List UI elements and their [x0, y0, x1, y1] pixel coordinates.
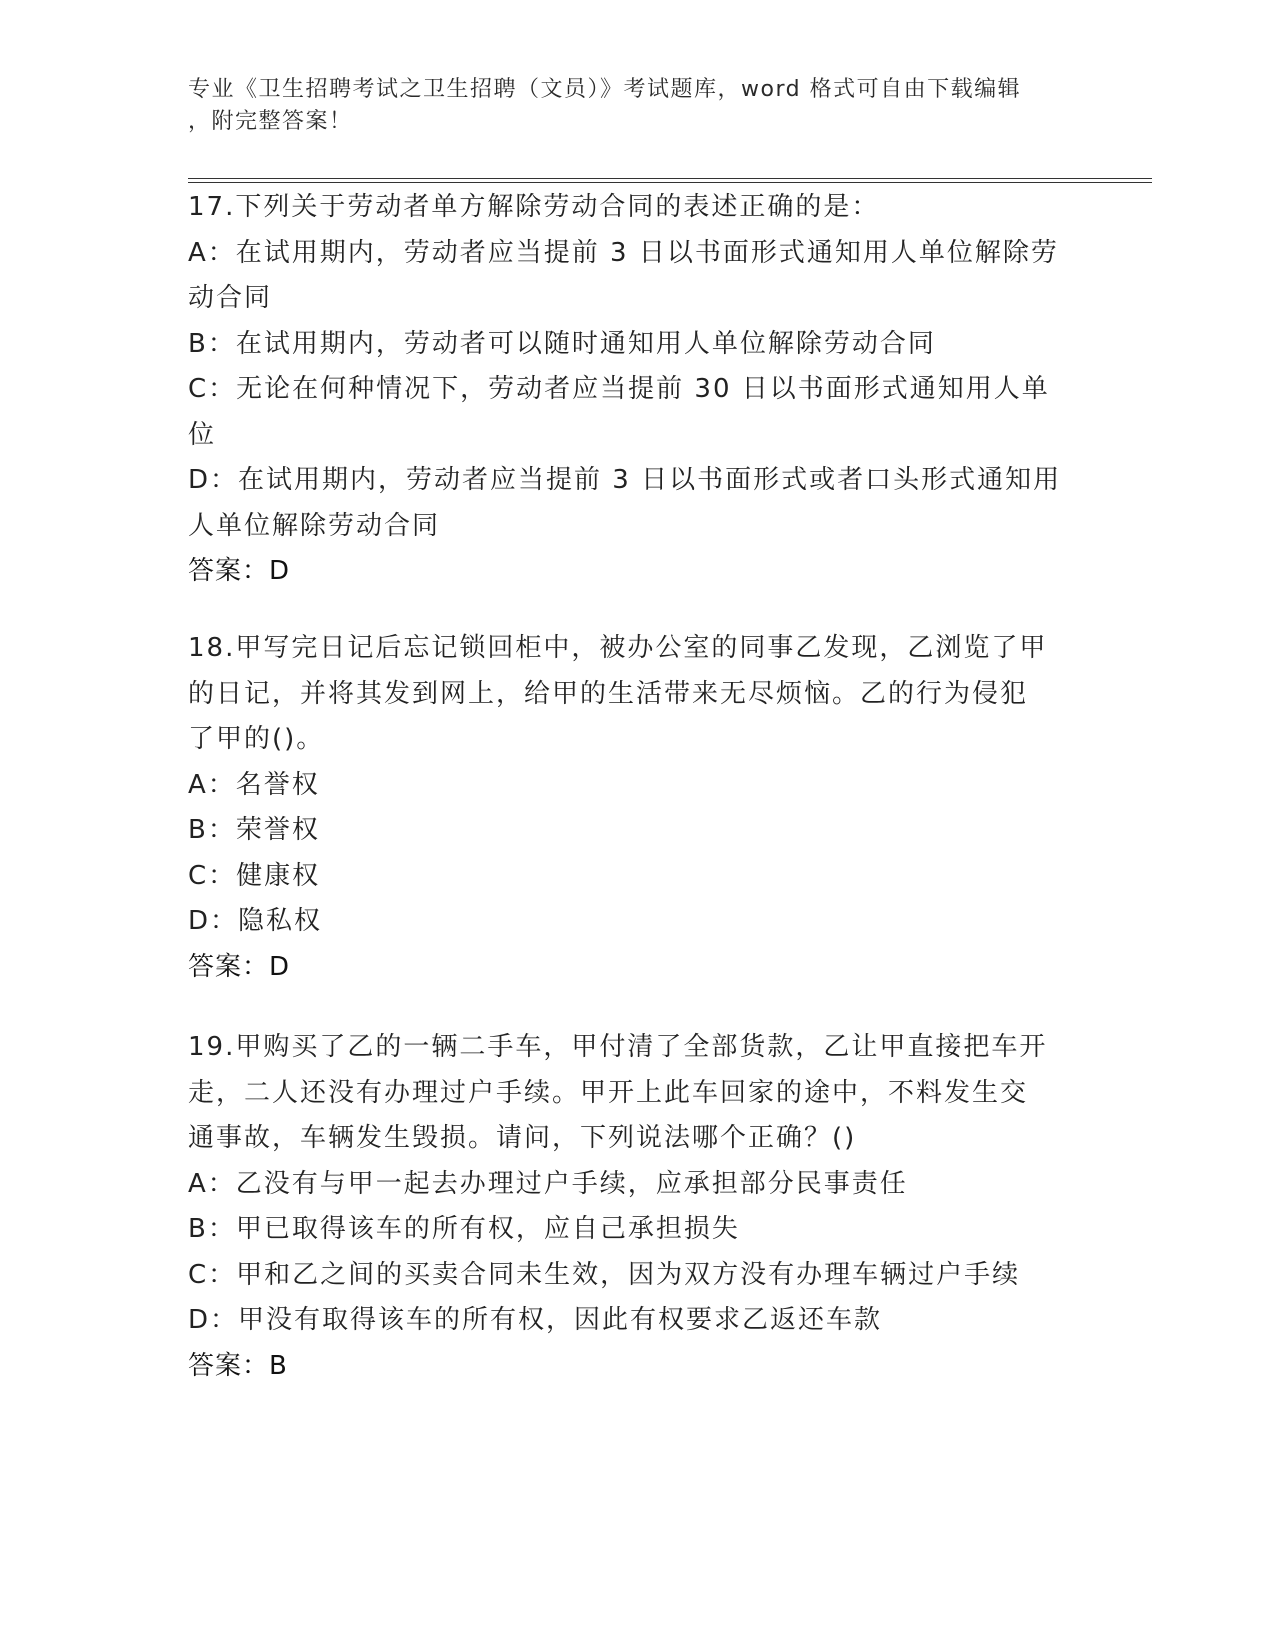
header-divider: [188, 178, 1152, 183]
question-19-option-a: A：乙没有与甲一起去办理过户手续，应承担部分民事责任: [188, 1168, 908, 1199]
question-19-option-c: C：甲和乙之间的买卖合同未生效，因为双方没有办理车辆过户手续: [188, 1259, 1021, 1290]
header-line-2: ，附完整答案！: [188, 109, 353, 134]
question-17-option-c-line-1: C：无论在何种情况下，劳动者应当提前 30 日以书面形式通知用人单: [188, 374, 1050, 404]
question-19-answer: 答案：B: [188, 1350, 288, 1381]
question-19-stem-line-3: 通事故，车辆发生毁损。请问，下列说法哪个正确？(): [188, 1123, 857, 1153]
question-17-stem-line-1: 17.下列关于劳动者单方解除劳动合同的表述正确的是：: [188, 192, 880, 222]
question-19: [188, 1025, 1088, 1389]
question-17-answer: 答案：D: [188, 556, 291, 586]
question-17-option-d-line-1: D：在试用期内，劳动者应当提前 3 日以书面形式或者口头形式通知用: [188, 465, 1062, 495]
question-19-option-d: D：甲没有取得该车的所有权，因此有权要求乙返还车款: [188, 1305, 883, 1335]
question-18-stem-line-1: 18.甲写完日记后忘记锁回柜中，被办公室的同事乙发现，乙浏览了甲: [188, 633, 1048, 663]
question-17-option-c-line-2: 位: [188, 419, 217, 450]
question-17-option-a-line-1: A：在试用期内，劳动者应当提前 3 日以书面形式通知用人单位解除劳: [188, 237, 1059, 268]
question-18-option-c: C：健康权: [188, 860, 321, 891]
question-19-option-b: B：甲已取得该车的所有权，应自己承担损失: [188, 1214, 740, 1244]
question-18-option-a: A：名誉权: [188, 769, 320, 800]
question-17-option-b: B：在试用期内，劳动者可以随时通知用人单位解除劳动合同: [188, 328, 936, 359]
question-18-option-b: B：荣誉权: [188, 815, 320, 845]
question-17-option-d-line-2: 人单位解除劳动合同: [188, 510, 441, 541]
question-17: [188, 185, 1088, 595]
question-18-option-d: D：隐私权: [188, 906, 323, 936]
question-19-stem-line-1: 19.甲购买了乙的一辆二手车，甲付清了全部货款，乙让甲直接把车开: [188, 1032, 1048, 1062]
header-line-1: 专业《卫生招聘考试之卫生招聘（文员）》考试题库，word 格式可自由下载编辑: [188, 77, 1022, 102]
document-header: [188, 74, 1088, 138]
question-18-answer: 答案：D: [188, 951, 291, 982]
question-17-option-a-line-2: 动合同: [188, 283, 273, 313]
question-19-stem-line-2: 走，二人还没有办理过户手续。甲开上此车回家的途中，不料发生交: [188, 1077, 1029, 1108]
question-18-stem-line-3: 了甲的()。: [188, 724, 325, 754]
question-18-stem-line-2: 的日记，并将其发到网上，给甲的生活带来无尽烦恼。乙的行为侵犯: [188, 678, 1029, 709]
question-18: [188, 626, 1088, 990]
